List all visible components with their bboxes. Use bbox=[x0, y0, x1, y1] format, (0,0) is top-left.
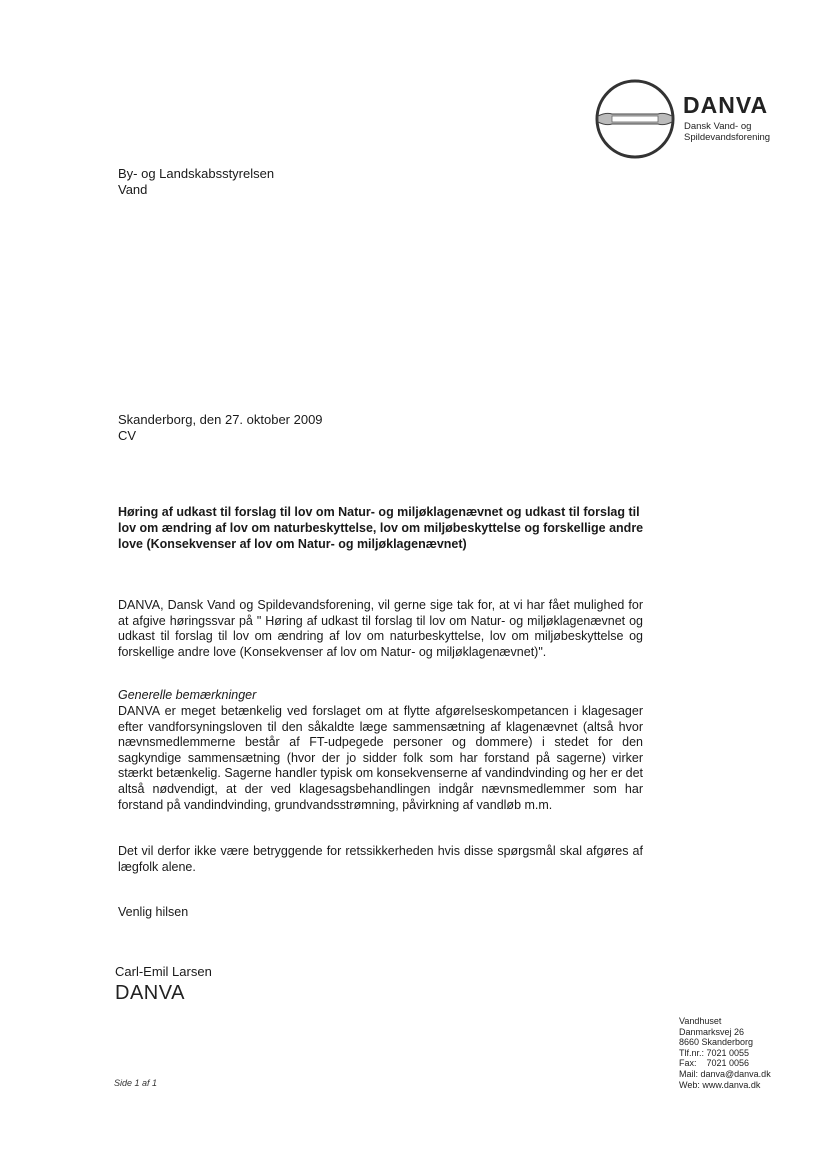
dateline bbox=[118, 412, 323, 444]
letter-subject: Høring af udkast til forslag til lov om Natur- og miljøklagenævnet og udkast til forslag til lov om ændring af lov om naturbeskyttelse, lov om miljøbeskyttelse og forskellige andre love (Konsekvenser af lov om Natur- og miljøklagenævnet) bbox=[118, 505, 644, 551]
logo-wordmark: DANVA bbox=[683, 92, 769, 118]
closing-greeting: Venlig hilsen bbox=[118, 905, 189, 919]
place-date: Skanderborg, den 27. oktober 2009 bbox=[118, 412, 323, 427]
body-paragraph-1-text: DANVA, Dansk Vand og Spildevandsforening, vil gerne sige tak for, at vi har fået mulighed for at afgive høringssvar på " Høring af udkast til forslag til lov om Natur- og miljøklagenævnet og udkast til forslag til lov om ændring af lov om naturbeskyttelse, lov om miljøbeskyttelse og forskellige andre love (Konsekvenser af lov om Natur- og miljøklagenævnet)". bbox=[118, 598, 643, 659]
logo-subtitle-line2: Spildevandsforening bbox=[684, 132, 771, 143]
address-line: Danmarksvej 26 bbox=[679, 1026, 745, 1037]
address-line: Web: www.danva.dk bbox=[679, 1079, 761, 1090]
body-paragraph-2 bbox=[118, 704, 643, 813]
signature-organization: DANVA bbox=[115, 982, 185, 1004]
body-paragraph-1 bbox=[118, 598, 643, 660]
danva-logo-icon bbox=[592, 76, 678, 162]
page-number: Side 1 af 1 bbox=[114, 1078, 158, 1088]
initials: CV bbox=[118, 428, 137, 443]
address-line: Tlf.nr.: 7021 0055 bbox=[679, 1047, 750, 1058]
section-heading: Generelle bemærkninger bbox=[118, 688, 257, 702]
logo-subtitle bbox=[684, 121, 794, 143]
body-paragraph-2-text: DANVA er meget betænkelig ved forslaget om at flytte afgørelseskompetancen i klagesager efter vandforsyningsloven til den såkaldte læge sammensætning af klagenævnet (altså hvor nævnsmedlemmerne består af FT-udpegede personer og dommere) i stedet for den sagkyndige sammensætning (hvor der jo sidder folk som har forstand på sagerne) virker stærkt betænkelig. Sagerne handler typisk om konsekvenserne af vandindvinding og her er det altså nødvendigt, at der ved klagesagsbehandlingen indgår nævnsmedlemmer som har forstand på vandindvinding, grundvandsstrømning, påvirkning af vandløb m.m. bbox=[118, 704, 643, 812]
address-line: 8660 Skanderborg bbox=[679, 1037, 754, 1048]
recipient-address bbox=[118, 166, 274, 198]
recipient-line2: Vand bbox=[118, 182, 148, 197]
address-line: Mail: danva@danva.dk bbox=[679, 1068, 771, 1079]
body-paragraph-3-text: Det vil derfor ikke være betryggende for retssikkerheden hvis disse spørgsmål skal afgøres af lægfolk alene. bbox=[118, 844, 643, 874]
logo-subtitle-line1: Dansk Vand- og bbox=[684, 121, 752, 132]
body-paragraph-3 bbox=[118, 844, 643, 875]
footer-address bbox=[679, 1016, 771, 1090]
address-line: Vandhuset bbox=[679, 1016, 722, 1026]
address-line: Fax: 7021 0056 bbox=[679, 1058, 750, 1069]
recipient-line1: By- og Landskabsstyrelsen bbox=[118, 166, 275, 181]
signer-name: Carl-Emil Larsen bbox=[115, 964, 212, 979]
